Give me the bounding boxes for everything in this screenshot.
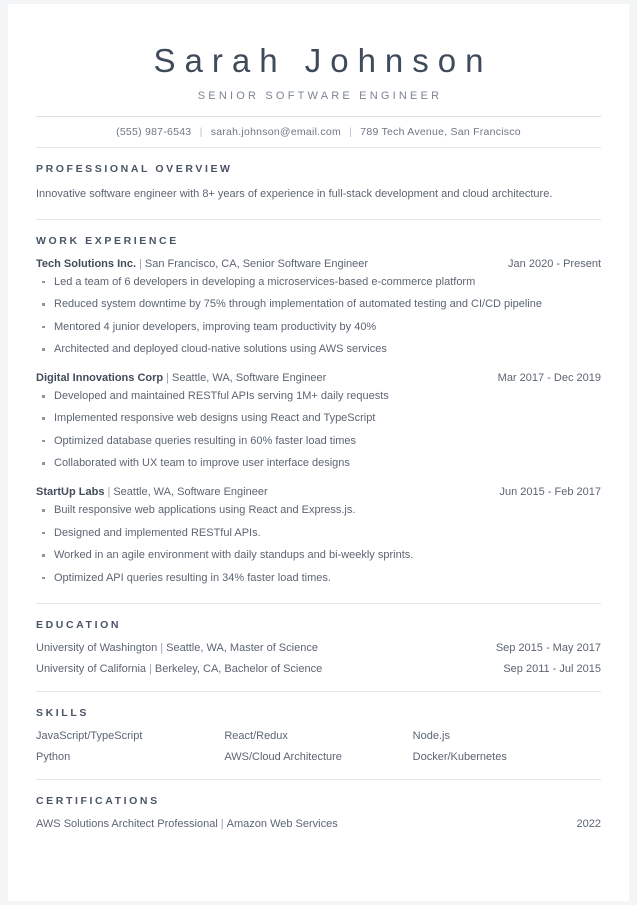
experience-bullet: Implemented responsive web designs using React and TypeScript <box>36 411 601 427</box>
experience-bullet: Worked in an agile environment with daily standups and bi-weekly sprints. <box>36 548 601 564</box>
section-title-skills: SKILLS <box>36 706 89 719</box>
education-entry-title <box>36 642 496 654</box>
education-school: University of California <box>36 662 147 675</box>
experience-bullet: Led a team of 6 developers in developing a microservices-based e-commerce platform <box>36 275 601 291</box>
contact-phone: (555) 987-6543 <box>116 126 192 139</box>
skill-item: React/Redux <box>224 729 288 742</box>
certification-entry <box>36 818 601 830</box>
experience-bullet-list <box>36 275 601 358</box>
candidate-name: Sarah Johnson <box>153 42 493 79</box>
experience-bullet: Built responsive web applications using React and Express.js. <box>36 503 601 519</box>
experience-bullet: Reduced system downtime by 75% through implementation of automated testing and CI/CD pipeline <box>36 297 601 313</box>
section-title-education: EDUCATION <box>36 618 122 631</box>
education-divider: | <box>160 641 164 654</box>
experience-entry-header <box>36 372 601 384</box>
experience-bullet-list <box>36 389 601 472</box>
skill-item: Node.js <box>412 729 450 742</box>
experience-bullet: Mentored 4 junior developers, improving team productivity by 40% <box>36 320 601 336</box>
skill-item: JavaScript/TypeScript <box>36 729 143 742</box>
experience-bullet-list <box>36 503 601 586</box>
experience-details: Seattle, WA, Software Engineer <box>171 372 327 384</box>
experience-bullet: Architected and deployed cloud-native solutions using AWS services <box>36 342 601 358</box>
section-title-overview: PROFESSIONAL OVERVIEW <box>36 163 233 176</box>
experience-company: StartUp Labs <box>36 486 105 499</box>
certification-year: 2022 <box>576 817 601 830</box>
education-entry <box>36 642 601 654</box>
section-skills <box>36 691 601 763</box>
experience-divider: | <box>107 486 111 499</box>
experience-details: Seattle, WA, Software Engineer <box>113 486 268 499</box>
resume-content <box>8 40 629 830</box>
experience-entry-header <box>36 258 601 270</box>
contact-address: 789 Tech Avenue, San Francisco <box>360 126 521 139</box>
resume-header <box>36 40 601 148</box>
experience-dates: Mar 2017 - Dec 2019 <box>497 372 601 384</box>
certification-entry-title <box>36 818 577 830</box>
education-dates: Sep 2015 - May 2017 <box>495 641 601 654</box>
experience-entry <box>36 258 601 358</box>
experience-entry <box>36 486 601 586</box>
experience-bullet: Optimized API queries resulting in 34% faster load times. <box>36 571 601 587</box>
education-entry-title <box>36 663 503 675</box>
skill-item: Docker/Kubernetes <box>412 750 507 763</box>
contact-separator-1: | <box>199 126 203 139</box>
experience-divider: | <box>166 372 169 384</box>
experience-entry-header <box>36 486 601 498</box>
resume-page <box>8 4 629 901</box>
contact-separator-2: | <box>349 126 353 139</box>
education-details: Seattle, WA, Master of Science <box>166 641 318 654</box>
contact-bar <box>36 116 601 148</box>
experience-bullet: Designed and implemented RESTful APIs. <box>36 526 601 542</box>
experience-divider: | <box>139 257 142 270</box>
skill-item: AWS/Cloud Architecture <box>224 750 342 763</box>
experience-entry-title <box>36 372 498 384</box>
section-title-certifications: CERTIFICATIONS <box>36 794 160 807</box>
experience-dates: Jun 2015 - Feb 2017 <box>499 486 601 499</box>
certification-divider: | <box>220 817 224 830</box>
education-school: University of Washington <box>36 641 158 654</box>
candidate-title: SENIOR SOFTWARE ENGINEER <box>197 90 443 103</box>
education-dates: Sep 2011 - Jul 2015 <box>503 662 601 675</box>
certification-issuer: Amazon Web Services <box>226 817 338 830</box>
experience-bullet: Developed and maintained RESTful APIs serving 1M+ daily requests <box>36 389 601 405</box>
experience-details: San Francisco, CA, Senior Software Engineer <box>144 257 369 270</box>
skill-item: Python <box>36 750 71 763</box>
experience-dates: Jan 2020 - Present <box>508 257 601 270</box>
experience-company: Digital Innovations Corp <box>36 372 164 384</box>
education-divider: | <box>149 662 152 675</box>
experience-entry <box>36 372 601 472</box>
experience-entry-title <box>36 486 499 498</box>
section-professional-overview <box>36 148 601 203</box>
section-title-experience: WORK EXPERIENCE <box>36 234 179 247</box>
contact-email: sarah.johnson@email.com <box>210 126 341 139</box>
education-entry <box>36 663 601 675</box>
overview-text: Innovative software engineer with 8+ years of experience in full-stack development and cloud architecture. <box>36 188 553 201</box>
section-education <box>36 603 601 675</box>
skills-grid <box>36 730 601 763</box>
experience-bullet: Optimized database queries resulting in 60% faster load times <box>36 434 601 450</box>
experience-entry-title <box>36 258 508 270</box>
section-certifications <box>36 779 601 830</box>
education-details: Berkeley, CA, Bachelor of Science <box>154 662 323 675</box>
certification-name: AWS Solutions Architect Professional <box>36 817 218 830</box>
experience-company: Tech Solutions Inc. <box>36 257 137 270</box>
contact-line <box>36 126 601 138</box>
experience-bullet: Collaborated with UX team to improve user interface designs <box>36 456 601 472</box>
section-work-experience <box>36 219 601 587</box>
